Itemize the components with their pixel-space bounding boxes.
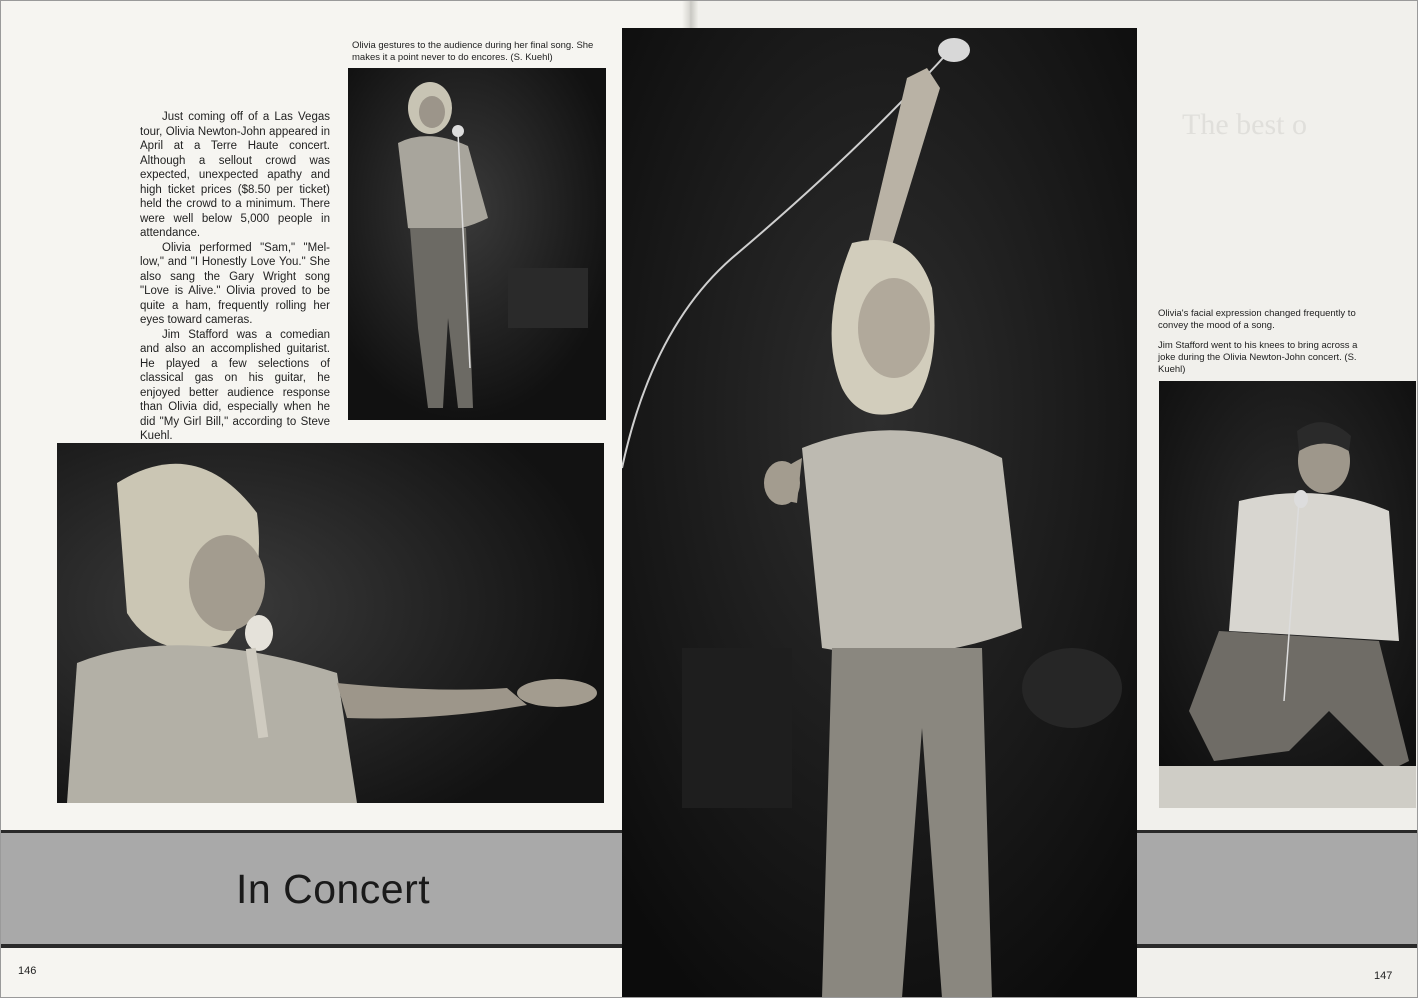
section-title: In Concert	[236, 866, 431, 912]
photo-olivia-gesturing	[57, 443, 604, 803]
article-body	[140, 110, 330, 444]
article-paragraph: Jim Stafford was a comedian and also an accomplished guitarist. He played a few selections of classical gas on his guitar, he enjoyed better audience response than Olivia did, especially when he did "My Girl Bill," according to Steve Kuehl.	[140, 328, 330, 442]
article-paragraph: Olivia performed "Sam," "Mel-low," and "I Honestly Love You." She also sang the Gary Wright song "Love is Alive." Olivia proved to be quite a ham, frequently rolling her eyes toward cameras.	[140, 241, 330, 326]
right-page-number: 147	[1374, 970, 1393, 982]
photo-olivia-arm-raised	[622, 28, 1137, 998]
photo-jim-stafford	[1159, 381, 1416, 808]
photo-olivia-standing	[348, 68, 606, 420]
top-photo-caption: Olivia gestures to the audience during her final song. She makes it a point never to do encores. (S. Kuehl)	[352, 40, 594, 63]
bleed-through-text: The best o	[1182, 108, 1307, 141]
article-paragraph: Just coming off of a Las Vegas tour, Olivia Newton-John appeared in April at a Terre Haute concert. Although a sellout crowd was expected, unexpected apathy and high ticket prices ($8.50 per ticket) held the crowd to a minimum. There were well below 5,000 people in attendance.	[140, 111, 330, 239]
right-caption-expression: Olivia's facial expression changed frequently to convey the mood of a song.	[1158, 308, 1356, 331]
right-caption-stafford: Jim Stafford went to his knees to bring across a joke during the Olivia Newton-John concert. (S. Kuehl)	[1158, 340, 1358, 375]
left-page-number: 146	[18, 965, 37, 977]
